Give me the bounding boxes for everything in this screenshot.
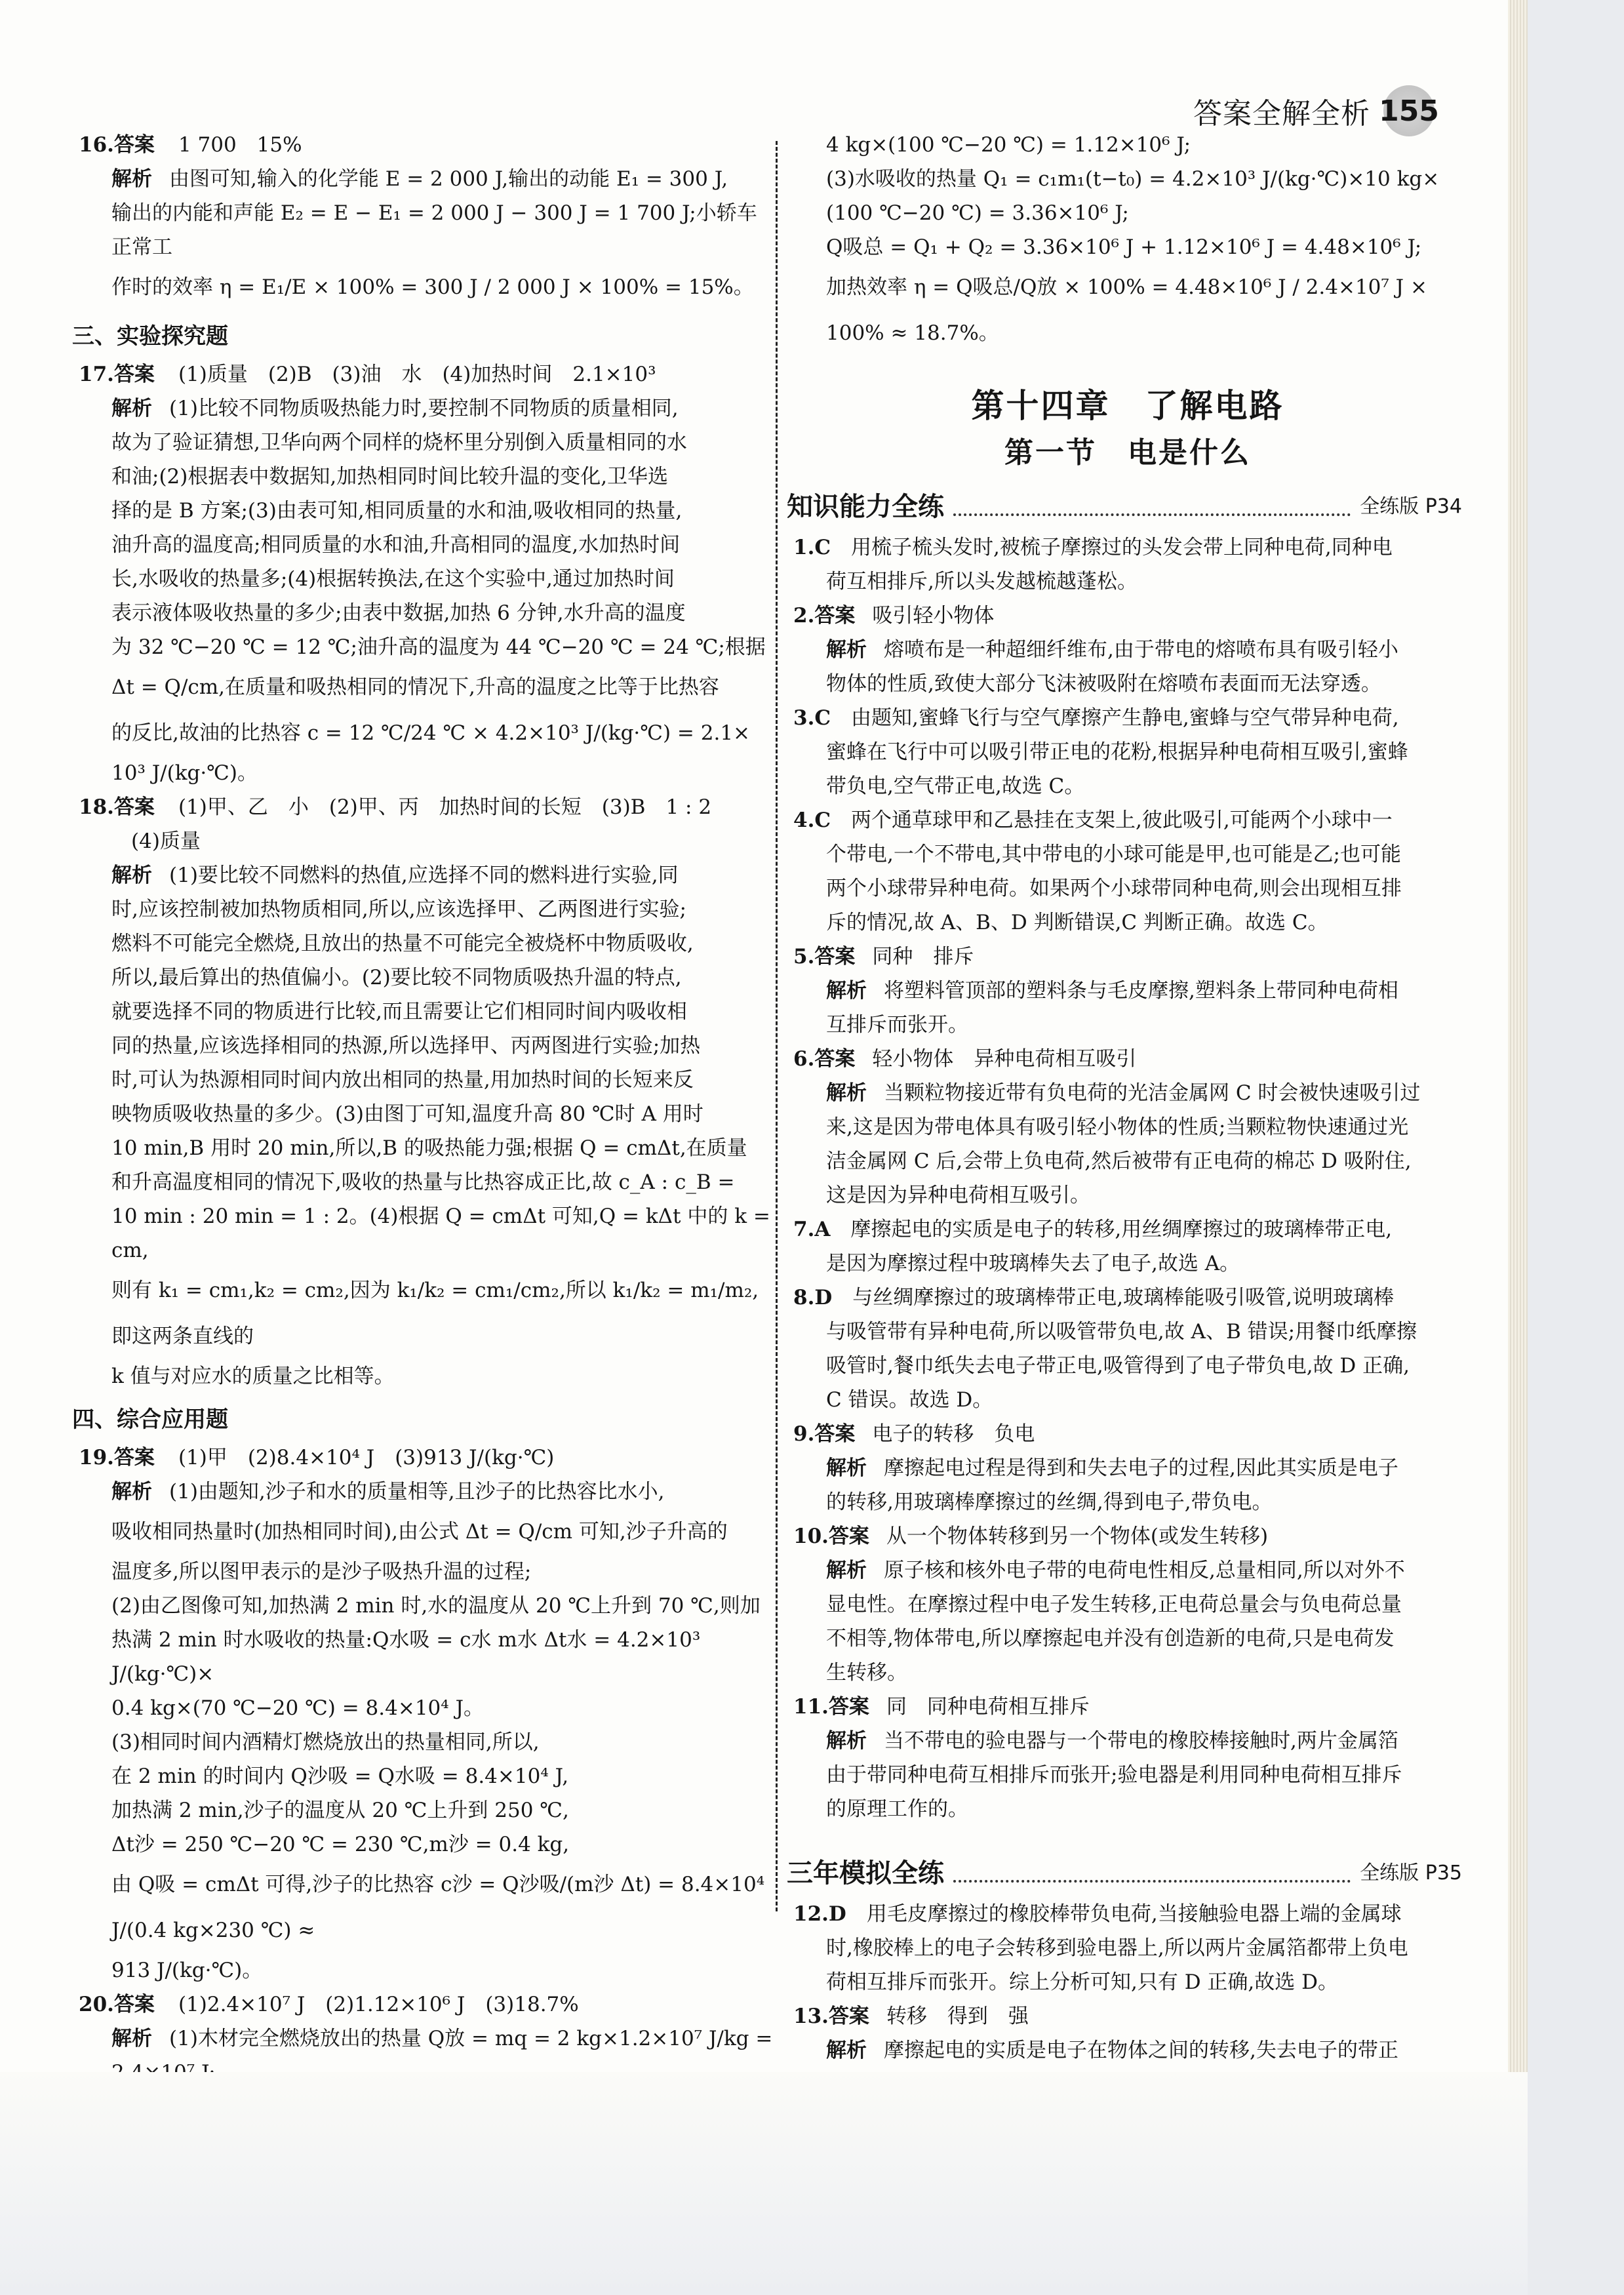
analysis-line: 故为了验证猜想,卫华向两个同样的烧杯里分别倒入质量相同的水 [111, 431, 687, 454]
item-line: 两个小球带异种电荷。如果两个小球带同种电荷,则会出现相互排 [826, 877, 1402, 900]
answer-text: (1)甲 (2)8.4×10⁴ J (3)913 J/(kg·℃) [178, 1446, 555, 1469]
item-line: 显电性。在摩擦过程中电子发生转移,正电荷总量会与负电荷总量 [826, 1593, 1402, 1616]
part-page-ref: 全练版 P35 [1360, 1862, 1462, 1885]
part-page-ref: 全练版 P34 [1360, 495, 1462, 518]
analysis-label: 解析 [111, 2027, 152, 2050]
item-line: 是因为摩擦过程中玻璃棒失去了电子,故选 A。 [826, 1252, 1240, 1275]
item-line: 两个通草球甲和乙悬挂在支架上,彼此吸引,可能两个小球中一 [851, 808, 1393, 832]
item-line: 当颗粒物接近带有负电荷的光洁金属网 C 时会被快速吸引过 [884, 1081, 1421, 1105]
analysis-line: (1)要比较不同燃料的热值,应选择不同的燃料进行实验,同 [169, 864, 679, 887]
question-number: 3.C [793, 706, 831, 730]
answer-text: (1)甲、乙 小 (2)甲、丙 加热时间的长短 (3)B 1 : 2 [178, 795, 712, 819]
item-line: 原子核和核外电子带的电荷电性相反,总量相同,所以对外不 [884, 1559, 1405, 1582]
analysis-label: 解析 [111, 397, 152, 420]
item-5 [793, 940, 1462, 1042]
answer-label: 答案 [814, 1047, 856, 1071]
item-line: 熔喷布是一种超细纤维布,由于带电的熔喷布具有吸引轻小 [884, 638, 1398, 662]
analysis-line: 输出的内能和声能 E₂ = E − E₁ = 2 000 J − 300 J = 1 700 J;小轿车正常工 [111, 201, 757, 259]
analysis-line: 表示液体吸收热量的多少;由表中数据,加热 6 分钟,水升高的温度 [111, 601, 686, 625]
answer-label: 答案 [113, 795, 155, 819]
analysis-line: 和升高温度相同的情况下,吸收的热量与比热容成正比,故 c_A : c_B = [111, 1170, 735, 1194]
item-12 [793, 1897, 1462, 1999]
item-line: 洁金属网 C 后,会带上负电荷,然后被带有正电荷的棉芯 D 吸附住, [826, 1149, 1412, 1173]
analysis-label: 解析 [826, 1559, 867, 1582]
analysis-line: 的反比,故油的比热容 c = 12 ℃/24 ℃ × 4.2×10³ J/(kg·℃) = 2.1× [111, 721, 751, 745]
item-line: 蜜蜂在飞行中可以吸引带正电的花粉,根据异种电荷相互吸引,蜜蜂 [826, 740, 1408, 764]
header-title: 答案全解全析 [1193, 97, 1370, 130]
answer-text-cont: (4)质量 [131, 829, 201, 853]
answer-text: 同 同种电荷相互排斥 [886, 1695, 1090, 1719]
answer-text: (1)2.4×10⁷ J (2)1.12×10⁶ J (3)18.7% [178, 1993, 579, 2016]
analysis-label: 解析 [111, 864, 152, 887]
question-number: 19. [79, 1446, 114, 1469]
item-line: 互排斥而张开。 [826, 1013, 968, 1037]
item-11 [793, 1690, 1462, 1826]
analysis-line: 作时的效率 η = E₁/E × 100% = 300 J / 2 000 J × 100% = 15%。 [111, 275, 754, 299]
item-line: 荷相互排斥而张开。综上分析可知,只有 D 正确,故选 D。 [826, 1970, 1338, 1994]
item-line: 带负电,空气带正电,故选 C。 [826, 774, 1085, 798]
item-line: 斥的情况,故 A、B、D 判断错误,C 判断正确。故选 C。 [826, 911, 1328, 934]
analysis-line: 同的热量,应该选择相同的热源,所以选择甲、丙两图进行实验;加热 [111, 1034, 701, 1058]
analysis-line: (1)木材完全燃烧放出的热量 Q放 = mq = 2 kg×1.2×10⁷ J/kg = [169, 2027, 773, 2050]
analysis-label: 解析 [826, 979, 867, 1003]
part-header-three-year [787, 1856, 1462, 1890]
analysis-line: (3)水吸收的热量 Q₁ = c₁m₁(t−t₀) = 4.2×10³ J/(kg·℃)×10 kg× [826, 167, 1440, 191]
answer-text: 从一个物体转移到另一个物体(或发生转移) [886, 1525, 1269, 1548]
question-number: 18. [79, 795, 114, 819]
answer-text: 电子的转移 负电 [872, 1422, 1035, 1446]
item-line: 吸管时,餐巾纸失去电子带正电,吸管得到了电子带负电,故 D 正确, [826, 1354, 1410, 1378]
item-6 [793, 1042, 1462, 1212]
question-number: 11. [793, 1695, 829, 1719]
question-18 [79, 790, 774, 1393]
analysis-label: 解析 [111, 167, 152, 191]
item-line: 来,这是因为带电体具有吸引轻小物体的性质;当颗粒物快速通过光 [826, 1115, 1409, 1139]
analysis-line: 时,可认为热源相同时间内放出相同的热量,用加热时间的长短来反 [111, 1068, 694, 1092]
question-number: 13. [793, 2005, 829, 2028]
item-line: 不相等,物体带电,所以摩擦起电并没有创造新的电荷,只是电荷发 [826, 1627, 1395, 1650]
answer-text: (1)质量 (2)B (3)油 水 (4)加热时间 2.1×10³ [178, 363, 656, 386]
analysis-line: (2)由乙图像可知,加热满 2 min 时,水的温度从 20 ℃上升到 70 ℃,则加 [111, 1594, 761, 1618]
question-number: 7.A [793, 1218, 831, 1241]
answer-text: 轻小物体 异种电荷相互吸引 [872, 1047, 1137, 1071]
question-number: 16. [79, 133, 114, 157]
answer-label: 答案 [113, 1993, 155, 2016]
item-1 [793, 530, 1462, 599]
item-line: 时,橡胶棒上的电子会转移到验电器上,所以两片金属箔都带上负电 [826, 1936, 1408, 1960]
answer-label: 答案 [828, 2005, 869, 2028]
analysis-line: Q吸总 = Q₁ + Q₂ = 3.36×10⁶ J + 1.12×10⁶ J = 4.48×10⁶ J; [826, 235, 1422, 259]
analysis-label: 解析 [826, 1456, 867, 1480]
answer-label: 答案 [814, 945, 856, 968]
answer-text: 吸引轻小物体 [872, 604, 995, 628]
analysis-line: Δt沙 = 250 ℃−20 ℃ = 230 ℃,m沙 = 0.4 kg, [111, 1833, 570, 1856]
analysis-line: 映物质吸收热量的多少。(3)由图丁可知,温度升高 80 ℃时 A 用时 [111, 1102, 703, 1126]
left-column [72, 128, 774, 2192]
analysis-line: 则有 k₁ = cm₁,k₂ = cm₂,因为 k₁/k₂ = cm₁/cm₂,所以 k₁/k₂ = m₁/m₂,即这两条直线的 [111, 1279, 759, 1348]
answer-text: 转移 得到 强 [886, 2005, 1029, 2028]
analysis-line: (1)由题知,沙子和水的质量相等,且沙子的比热容比水小, [169, 1480, 665, 1504]
item-line: 由题知,蜜蜂飞行与空气摩擦产生静电,蜜蜂与空气带异种电荷, [851, 706, 1399, 730]
item-line: 摩擦起电过程是得到和失去电子的过程,因此其实质是电子 [884, 1456, 1398, 1480]
question-number: 6. [793, 1047, 815, 1071]
answer-text: 1 700 15% [178, 133, 302, 157]
item-line: 的转移,用玻璃棒摩擦过的丝绸,得到电子,带负电。 [826, 1490, 1273, 1514]
analysis-line: 时,应该控制被加热物质相同,所以,应该选择甲、乙两图进行实验; [111, 898, 687, 921]
section-title: 第一节 电是什么 [1004, 436, 1251, 469]
question-number: 5. [793, 945, 815, 968]
right-column [787, 128, 1462, 2102]
item-line: 用梳子梳头发时,被梳子摩擦过的头发会带上同种电荷,同种电 [851, 536, 1393, 559]
analysis-line: 10 min : 20 min = 1 : 2。(4)根据 Q = cmΔt 可知,Q = kΔt 中的 k = cm, [111, 1205, 770, 1262]
page-number-badge: 155 [1383, 85, 1435, 136]
item-line: 与丝绸摩擦过的玻璃棒带正电,玻璃棒能吸引吸管,说明玻璃棒 [852, 1286, 1394, 1309]
item-3 [793, 701, 1462, 803]
analysis-line: 加热满 2 min,沙子的温度从 20 ℃上升到 250 ℃, [111, 1799, 569, 1822]
analysis-line: (100 ℃−20 ℃) = 3.36×10⁶ J; [826, 201, 1129, 225]
item-line: C 错误。故选 D。 [826, 1388, 993, 1412]
part-header-knowledge [787, 490, 1462, 524]
answer-label: 答案 [113, 363, 155, 386]
analysis-line: 4 kg×(100 ℃−20 ℃) = 1.12×10⁶ J; [826, 133, 1191, 157]
item-line: 物体的性质,致使大部分飞沫被吸附在熔喷布表面而无法穿透。 [826, 672, 1381, 696]
answer-label: 答案 [113, 1446, 155, 1469]
item-line: 当不带电的验电器与一个带电的橡胶棒接触时,两片金属箔 [884, 1729, 1398, 1753]
analysis-line: (1)比较不同物质吸热能力时,要控制不同物质的质量相同, [169, 397, 679, 420]
analysis-label: 解析 [826, 1729, 867, 1753]
analysis-line: k 值与对应水的质量之比相等。 [111, 1365, 395, 1388]
section-title-experiment: 三、实验探究题 [72, 323, 228, 349]
analysis-line: 油升高的温度高;相同质量的水和油,升高相同的温度,水加热时间 [111, 533, 681, 557]
analysis-line: Δt = Q/cm,在质量和吸热相同的情况下,升高的温度之比等于比热容 [111, 675, 719, 699]
analysis-line: 长,水吸收的热量多;(4)根据转换法,在这个实验中,通过加热时间 [111, 567, 675, 591]
part-title: 知识能力全练 [787, 492, 944, 522]
analysis-line: 由图可知,输入的化学能 E = 2 000 J,输出的动能 E₁ = 300 J, [169, 167, 728, 191]
question-20-continued [793, 128, 1462, 356]
question-number: 17. [79, 363, 114, 386]
question-16 [79, 128, 774, 310]
analysis-line: (3)相同时间内酒精灯燃烧放出的热量相同,所以, [111, 1730, 540, 1754]
question-19 [79, 1441, 774, 1987]
item-line: 摩擦起电的实质是电子在物体之间的转移,失去电子的带正 [884, 2039, 1398, 2062]
analysis-line: 就要选择不同的物质进行比较,而且需要让它们相同时间内吸收相 [111, 1000, 687, 1024]
analysis-line: 燃料不可能完全燃烧,且放出的热量不可能完全被烧杯中物质吸收, [111, 932, 694, 955]
question-number: 10. [793, 1525, 829, 1548]
answer-label: 答案 [828, 1525, 869, 1548]
section-title-application: 四、综合应用题 [72, 1407, 228, 1433]
answer-label: 答案 [113, 133, 155, 157]
analysis-line: 温度多,所以图甲表示的是沙子吸热升温的过程; [111, 1560, 532, 1584]
item-line: 荷互相排斥,所以头发越梳越蓬松。 [826, 570, 1138, 593]
question-number: 12.D [793, 1902, 846, 1926]
analysis-line: 热满 2 min 时水吸收的热量:Q水吸 = c水 m水 Δt水 = 4.2×10³ J/(kg·℃)× [111, 1628, 701, 1686]
analysis-label: 解析 [826, 2039, 867, 2062]
item-line: 与吸管带有异种电荷,所以吸管带负电,故 A、B 错误;用餐巾纸摩擦 [826, 1320, 1417, 1344]
analysis-label: 解析 [826, 1081, 867, 1105]
item-line: 个带电,一个不带电,其中带电的小球可能是甲,也可能是乙;也可能 [826, 843, 1402, 866]
analysis-line: 择的是 B 方案;(3)由表可知,相同质量的水和油,吸收相同的热量, [111, 499, 683, 523]
item-line: 摩擦起电的实质是电子的转移,用丝绸摩擦过的玻璃棒带正电, [850, 1218, 1393, 1241]
analysis-line: 10³ J/(kg·℃)。 [111, 761, 258, 785]
part-title: 三年模拟全练 [787, 1858, 944, 1888]
book-page-edge [1508, 0, 1528, 2072]
question-17 [79, 357, 774, 790]
analysis-line: 由 Q吸 = cmΔt 可得,沙子的比热容 c沙 = Q沙吸/(m沙 Δt) = 8.4×10⁴ J/(0.4 kg×230 ℃) ≈ [111, 1873, 765, 1942]
answer-label: 答案 [814, 604, 856, 628]
question-number: 1.C [793, 536, 831, 559]
analysis-line: 加热效率 η = Q吸总/Q放 × 100% = 4.48×10⁶ J / 2.4×10⁷ J × 100% ≈ 18.7%。 [826, 275, 1427, 345]
leader-dots [953, 513, 1351, 516]
column-divider [776, 141, 778, 1911]
question-number: 9. [793, 1422, 815, 1446]
question-number: 4.C [793, 808, 831, 832]
item-10 [793, 1519, 1462, 1690]
leader-dots [953, 1880, 1351, 1883]
answer-text: 同种 排斥 [872, 945, 974, 968]
analysis-line: 在 2 min 的时间内 Q沙吸 = Q水吸 = 8.4×10⁴ J, [111, 1765, 569, 1788]
chapter-title: 第十四章 了解电路 [971, 387, 1284, 425]
question-number: 20. [79, 1993, 114, 2016]
analysis-line: 10 min,B 用时 20 min,所以,B 的吸热能力强;根据 Q = cmΔt,在质量 [111, 1136, 747, 1160]
analysis-line: 所以,最后算出的热值偏小。(2)要比较不同物质吸热升温的特点, [111, 966, 682, 989]
item-line: 这是因为异种电荷相互吸引。 [826, 1184, 1090, 1207]
item-line: 用毛皮摩擦过的橡胶棒带负电荷,当接触验电器上端的金属球 [866, 1902, 1402, 1926]
item-line: 的原理工作的。 [826, 1797, 968, 1821]
item-8 [793, 1281, 1462, 1417]
item-line: 由于带同种电荷互相排斥而张开;验电器是利用同种电荷相互排斥 [826, 1763, 1402, 1787]
item-line: 生转移。 [826, 1661, 907, 1685]
analysis-line: 和油;(2)根据表中数据知,加热相同时间比较升温的变化,卫华选 [111, 465, 669, 489]
analysis-line: 为 32 ℃−20 ℃ = 12 ℃;油升高的温度为 44 ℃−20 ℃ = 24 ℃;根据 [111, 635, 766, 659]
analysis-label: 解析 [826, 638, 867, 662]
item-2 [793, 599, 1462, 701]
analysis-label: 解析 [111, 1480, 152, 1504]
analysis-line: 吸收相同热量时(加热相同时间),由公式 Δt = Q/cm 可知,沙子升高的 [111, 1520, 728, 1544]
item-7 [793, 1212, 1462, 1281]
answer-label: 答案 [828, 1695, 869, 1719]
answer-label: 答案 [814, 1422, 856, 1446]
question-number: 8.D [793, 1286, 833, 1309]
analysis-line: 913 J/(kg·℃)。 [111, 1959, 263, 1982]
item-9 [793, 1417, 1462, 1519]
scan-bottom-margin [0, 2072, 1528, 2295]
item-4 [793, 803, 1462, 940]
question-number: 2. [793, 604, 815, 628]
analysis-line: 0.4 kg×(70 ℃−20 ℃) = 8.4×10⁴ J。 [111, 1696, 484, 1720]
item-line: 将塑料管顶部的塑料条与毛皮摩擦,塑料条上带同种电荷相 [884, 979, 1398, 1003]
